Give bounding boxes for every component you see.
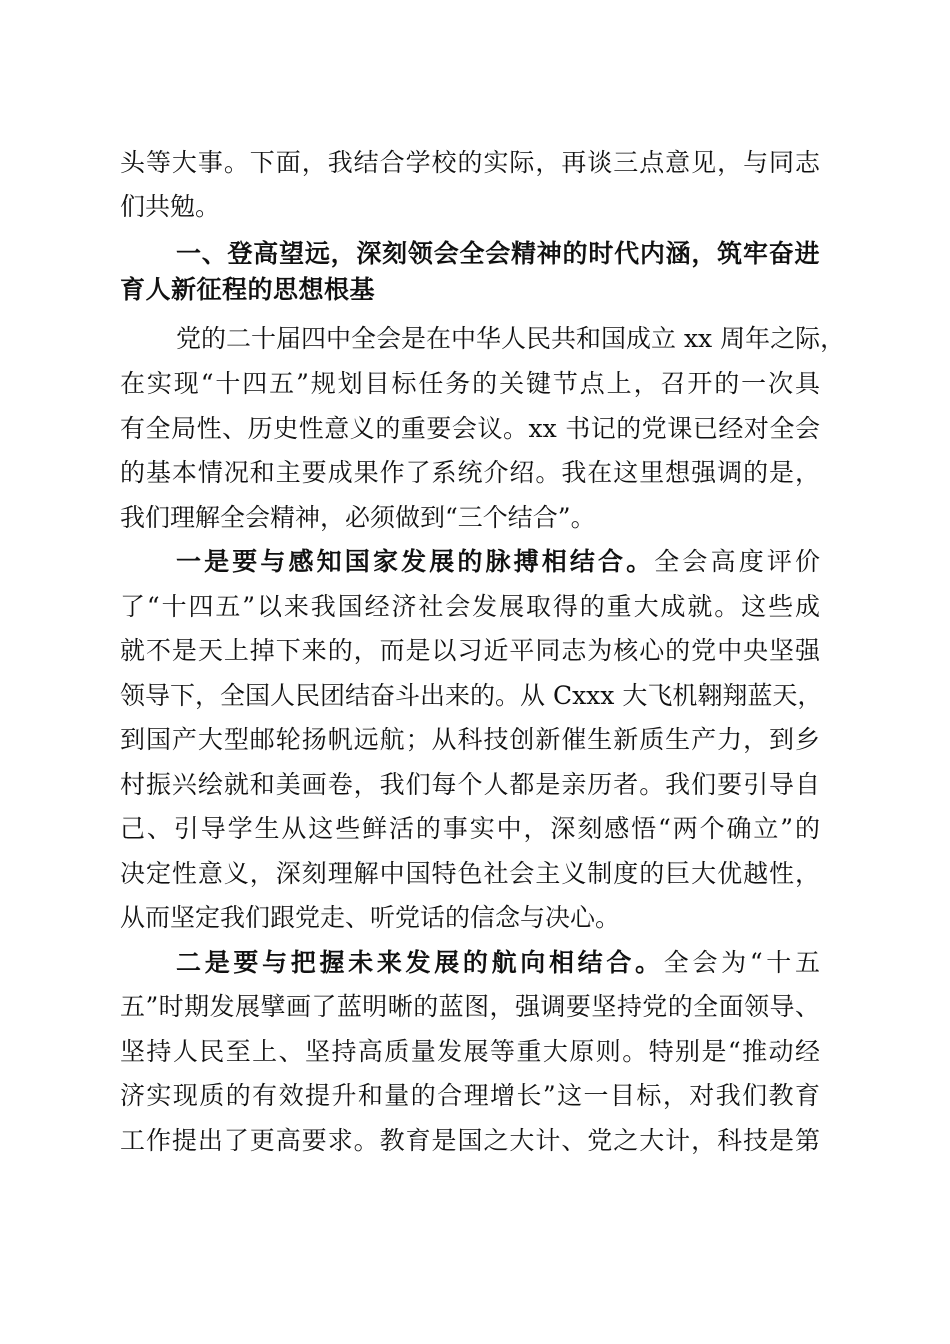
paragraph-line: 村振兴绘就和美画卷，我们每个人都是亲历者。我们要引导自 [120,770,820,799]
paragraph-line: 工作提出了更高要求。教育是国之大计、党之大计，科技是第 [120,1126,820,1155]
point-lead-sentence: 一是要与感知国家发展的脉搏相结合。 [176,547,655,576]
paragraph-line [176,946,820,980]
paragraph-line: 五”时期发展擘画了蓝明晰的蓝图，强调要坚持党的全面领导、 [120,992,820,1021]
paragraph-line: 领导下，全国人民团结奋斗出来的。从 Cxxx 大飞机翱翔蓝天， [120,681,823,710]
paragraph-line: 了“十四五”以来我国经济社会发展取得的重大成就。这些成 [120,592,820,621]
paragraph-line: 决定性意义，深刻理解中国特色社会主义制度的巨大优越性， [120,859,820,888]
paragraph-line: 就不是天上掉下来的，而是以习近平同志为核心的党中央坚强 [120,636,820,665]
point-lead-sentence: 二是要与把握未来发展的航向相结合。 [176,948,664,977]
paragraph-line: 党的二十届四中全会是在中华人民共和国成立 xx 周年之际， [176,324,846,353]
paragraph-line: 济实现质的有效提升和量的合理增长”这一目标，对我们教育 [120,1081,820,1110]
paragraph-line: 坚持人民至上、坚持高质量发展等重大原则。特别是“推动经 [120,1037,820,1066]
paragraph-line: 头等大事。下面，我结合学校的实际，再谈三点意见，与同志 [120,148,820,177]
paragraph-text: 全会为“十五 [663,948,820,977]
paragraph-text: 全会高度评价 [654,547,820,576]
section-heading-line: 一、登高望远，深刻领会全会精神的时代内涵，筑牢奋进 [176,239,820,268]
section-heading-line: 育人新征程的思想根基 [120,275,376,304]
paragraph-line: 己、引导学生从这些鲜活的事实中，深刻感悟“两个确立”的 [120,814,820,843]
paragraph-line [176,545,820,579]
paragraph-line: 我们理解全会精神，必须做到“三个结合”。 [120,503,596,532]
paragraph-line: 的基本情况和主要成果作了系统介绍。我在这里想强调的是， [120,458,820,487]
paragraph-line: 们共勉。 [120,192,221,221]
paragraph-line: 在实现“十四五”规划目标任务的关键节点上，召开的一次具 [120,369,820,398]
paragraph-line: 从而坚定我们跟党走、听党话的信念与决心。 [120,903,621,932]
paragraph-line: 到国产大型邮轮扬帆远航；从科技创新催生新质生产力，到乡 [120,725,820,754]
paragraph-line: 有全局性、历史性意义的重要会议。xx 书记的党课已经对全会 [120,414,820,443]
